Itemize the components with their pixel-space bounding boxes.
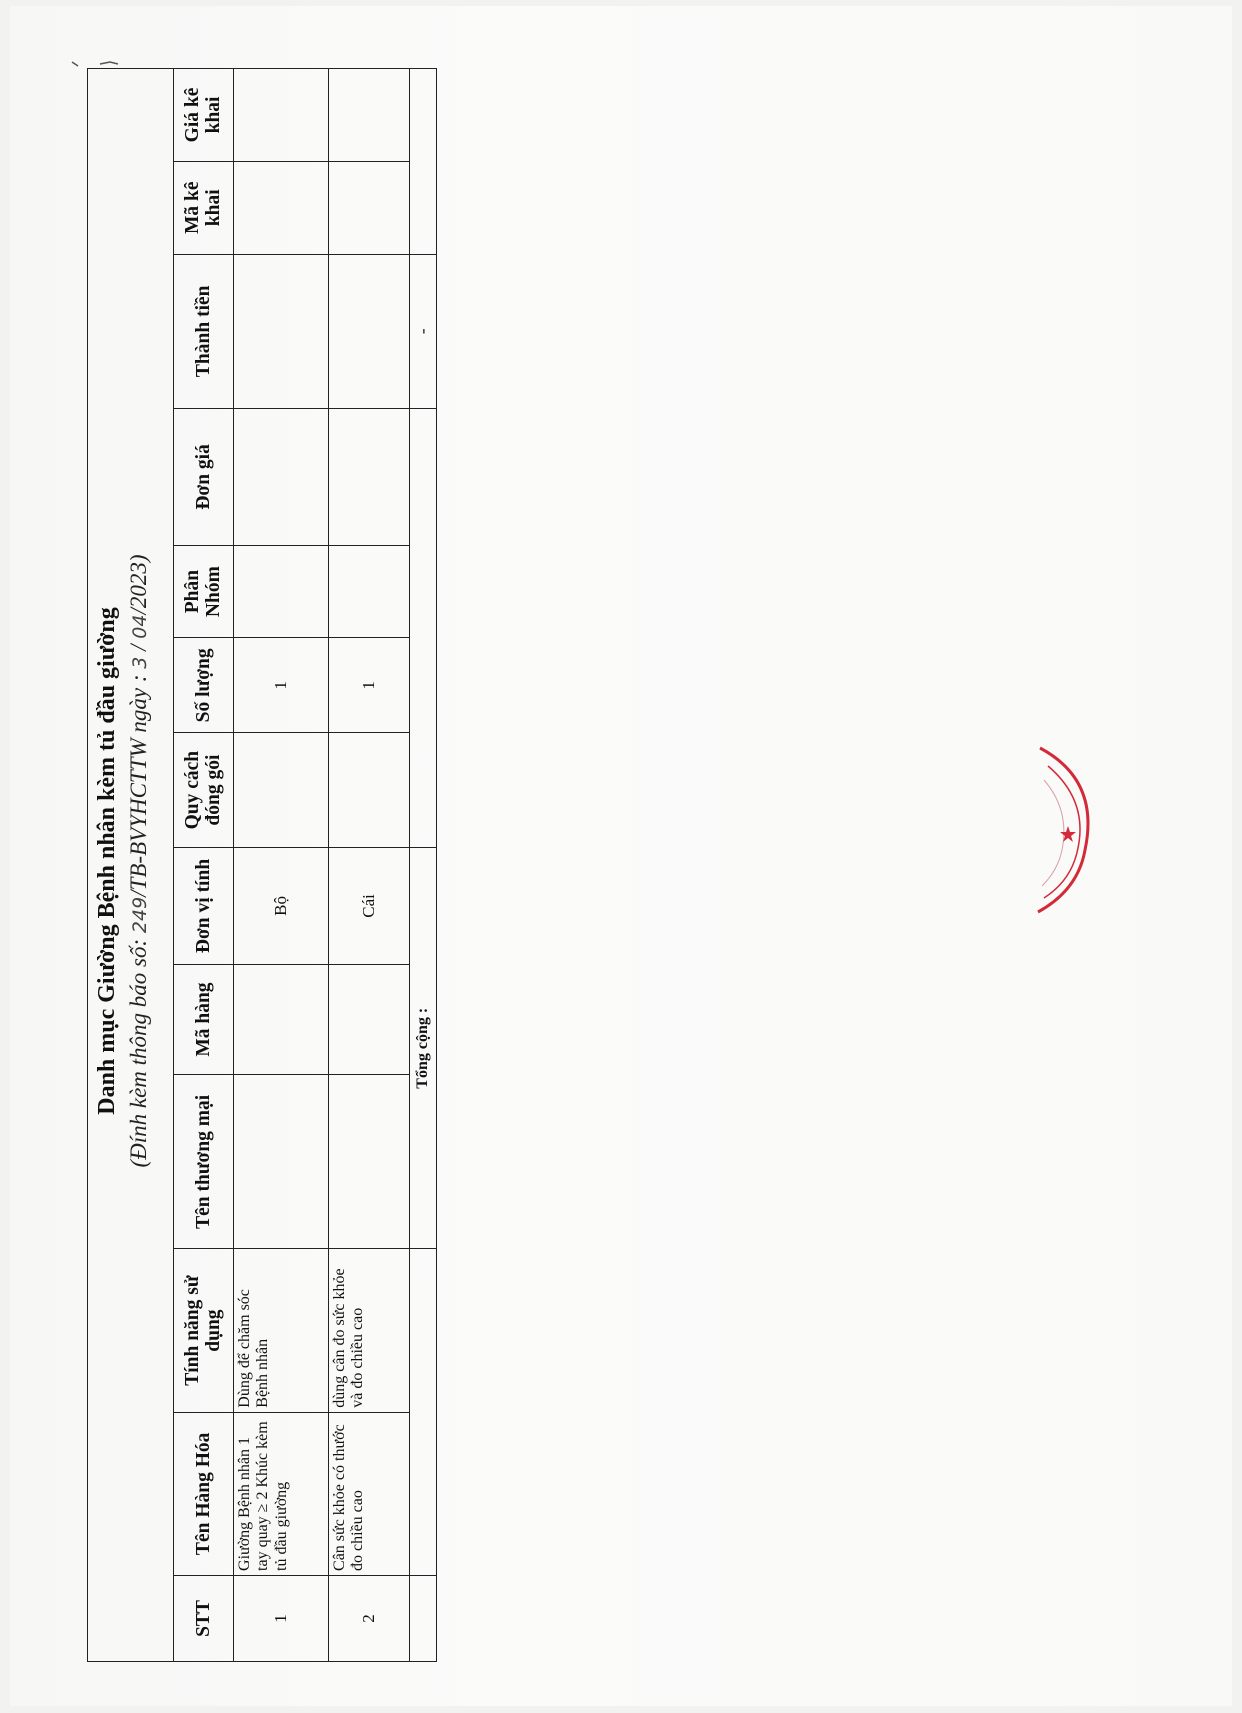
cell-ten-thuong-mai — [328, 1075, 410, 1249]
cell-quy-cach — [328, 733, 410, 848]
notice-number: 249 — [129, 896, 151, 934]
header-quy-cach: Quy cách đóng gói — [173, 733, 233, 848]
table-row — [328, 69, 410, 1662]
cell-phan-nhom — [328, 545, 410, 638]
header-ma-ke-khai: Mã kê khai — [173, 161, 233, 254]
header-don-gia: Đơn giá — [173, 409, 233, 546]
rotated-document — [87, 62, 437, 1662]
cell-thanh-tien — [328, 254, 410, 408]
cell-ma-hang — [234, 964, 328, 1074]
total-empty-cell — [410, 1575, 437, 1661]
cell-so-luong: 1 — [234, 638, 328, 733]
page-title: Danh mục Giường Bệnh nhân kèm tủ đầu giường — [94, 607, 120, 1115]
header-so-luong: Số lượng — [173, 638, 233, 733]
title-cell — [88, 69, 174, 1662]
total-empty-cell — [410, 409, 437, 848]
catalog-table — [87, 68, 437, 1662]
cell-don-vi-tinh: Bộ — [234, 847, 328, 964]
header-tinh-nang: Tính năng sử dụng — [173, 1249, 233, 1412]
cell-phan-nhom — [234, 545, 328, 638]
cell-stt: 2 — [328, 1575, 410, 1661]
header-phan-nhom: Phân Nhóm — [173, 545, 233, 638]
header-stt: STT — [173, 1575, 233, 1661]
cell-ma-ke-khai — [328, 161, 410, 254]
header-don-vi-tinh: Đơn vị tính — [173, 847, 233, 964]
total-row — [410, 69, 437, 1662]
cell-ma-ke-khai — [234, 161, 328, 254]
cell-gia-ke-khai — [328, 69, 410, 162]
cell-don-vi-tinh: Cái — [328, 847, 410, 964]
header-ma-hang: Mã hàng — [173, 964, 233, 1074]
total-empty-cell — [410, 1249, 437, 1576]
cell-tinh-nang: Dùng để chăm sóc Bệnh nhân — [234, 1249, 328, 1412]
header-gia-ke-khai: Giá kê khai — [173, 69, 233, 162]
cell-ma-hang — [328, 964, 410, 1074]
cell-tinh-nang: dùng cân đo sức khỏe và đo chiều cao — [328, 1249, 410, 1412]
notice-month: 04 — [129, 614, 151, 639]
cell-ten-hang-hoa: Giường Bệnh nhân 1 tay quay ≥ 2 Khúc kèm tủ đầu giường — [234, 1412, 328, 1575]
page-subtitle: (Đính kèm thông báo số: 249/TB-BVYHCTTW ngày : 3 / 04/2023) — [126, 554, 151, 1168]
cell-quy-cach — [234, 733, 328, 848]
total-label: Tổng cộng : — [410, 847, 437, 1248]
notice-day: 3 — [129, 656, 151, 669]
red-seal-stamp — [1030, 740, 1100, 920]
cell-thanh-tien — [234, 254, 328, 408]
header-ten-hang-hoa: Tên Hàng Hóa — [173, 1412, 233, 1575]
total-value: - — [410, 254, 437, 408]
cell-gia-ke-khai — [234, 69, 328, 162]
header-row — [173, 69, 233, 1662]
table-row — [234, 69, 328, 1662]
cell-ten-thuong-mai — [234, 1075, 328, 1249]
total-empty-cell — [410, 69, 437, 255]
cell-stt: 1 — [234, 1575, 328, 1661]
cell-don-gia — [234, 409, 328, 546]
cell-don-gia — [328, 409, 410, 546]
cell-ten-hang-hoa: Cân sức khỏe có thước đo chiều cao — [328, 1412, 410, 1575]
title-row — [88, 69, 174, 1662]
header-thanh-tien: Thành tiền — [173, 254, 233, 408]
header-ten-thuong-mai: Tên thương mại — [173, 1075, 233, 1249]
cell-so-luong: 1 — [328, 638, 410, 733]
